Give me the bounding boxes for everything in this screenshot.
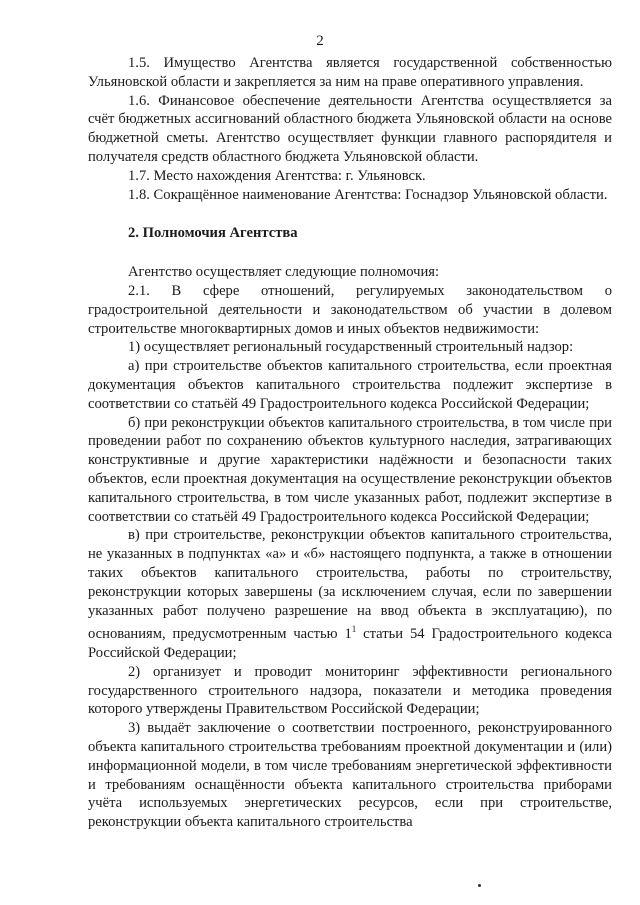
list-item-2: 2) организует и проводит мониторинг эффективности регионального государственного строительного надзора, показатели и методика проведения которого утверждены Правительством Российской Федерации; <box>88 663 612 718</box>
paragraph-1-5: 1.5. Имущество Агентства является государственной собственностью Ульяновской области и закрепляется за ним на праве оперативного управления. <box>88 55 612 90</box>
scan-dot <box>478 884 481 887</box>
paragraph-1-6: 1.6. Финансовое обеспечение деятельности Агентства осуществляется за счёт бюджетных ассигнований областного бюджета Ульяновской области на основе бюджетной сметы. Агентство осуществляет функции главного распорядителя и получателя средств областного бюджета Ульяновской области. <box>88 92 612 165</box>
page-number: 2 <box>316 33 324 49</box>
section-heading: 2. Полномочия Агентства <box>128 225 298 242</box>
paragraph-2-1: 2.1. В сфере отношений, регулируемых законодательством о градостроительной деятельности и законодательством об участии в долевом строительстве многоквартирных домов и иных объектов недвижимости: <box>88 282 612 337</box>
list-item-3: 3) выдаёт заключение о соответствии построенного, реконструированного объекта капитального строительства требованиям проектной документации и (или) информационной модели, в том числе требованиям энергетической эффективности и требованиям оснащённости объекта капитального строительства приборами учёта используемых энергетических ресурсов, если при строительстве, реконструкции объекта капитального строительства <box>88 720 612 831</box>
paragraph-1-8: 1.8. Сокращённое наименование Агентства: Госнадзор Ульяновской области. <box>128 186 608 203</box>
list-item-1a: а) при строительстве объектов капитального строительства, если проектная документация объектов капитального строительства подлежит экспертизе в соответствии со статьёй 49 Градостроительного кодекса Российской Федерации; <box>88 358 612 412</box>
list-item-1v <box>88 526 612 662</box>
list-item-1: 1) осуществляет региональный государственный строительный надзор: <box>128 339 574 356</box>
paragraph-1-7: 1.7. Место нахождения Агентства: г. Ульяновск. <box>128 167 426 184</box>
list-item-1b: б) при реконструкции объектов капитального строительства, в том числе при проведении работ по сохранению объектов культурного наследия, затрагивающих конструктивные и другие характеристики надёжности и безопасности таких объектов, если проектная документация на осуществление реконструкции объектов капитального строительства, в том числе указанных работ, подлежит экспертизе в соответствии со статьёй 49 Градостроительного кодекса Российской Федерации; <box>88 414 612 525</box>
section-intro: Агентство осуществляет следующие полномочия: <box>128 264 440 281</box>
superscript: 1 <box>351 624 357 635</box>
document-body <box>88 54 612 832</box>
list-item-1v-text-end: статьи 54 Градостроительного кодекса Российской Федерации; <box>88 626 612 661</box>
list-item-1v-text: в) при строительстве, реконструкции объектов капитального строительства, не указанных в подпунктах «а» и «б» настоящего подпункта, а также в отношении таких объектов капитального строительства, работы по строительству, реконструкции которых завершены (за исключением случая, если по завершении указанных работ получено разрешение на ввод объекта в эксплуатацию), по основаниям, предусмотренным частью 1 <box>88 527 612 643</box>
